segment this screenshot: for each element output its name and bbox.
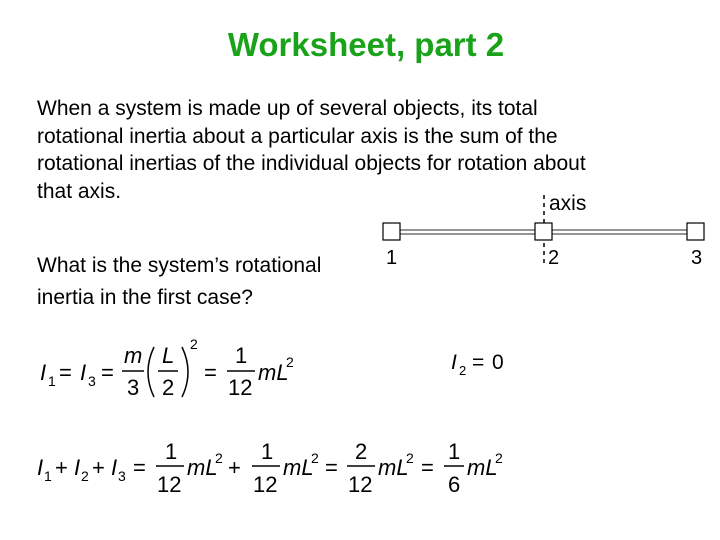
eq3-plus-a: + bbox=[55, 455, 68, 480]
axis-label: axis bbox=[549, 192, 587, 215]
eq1-left-paren bbox=[148, 347, 154, 397]
equation-3 bbox=[34, 435, 514, 499]
eq3-i1: I bbox=[37, 455, 44, 480]
eq3-plus-c: + bbox=[228, 455, 241, 480]
eq3-term2-power: 2 bbox=[311, 450, 319, 466]
equation-2 bbox=[448, 348, 518, 380]
eq1-frac2-den: 2 bbox=[162, 375, 175, 400]
eq2-i2-sub: 2 bbox=[459, 363, 467, 378]
eq3-frac2-num: 1 bbox=[261, 439, 274, 464]
eq3-equals-b: = bbox=[325, 455, 338, 480]
question-line: What is the system’s rotational bbox=[37, 254, 322, 277]
mass-label-2: 2 bbox=[548, 247, 560, 269]
eq1-frac3-num: 1 bbox=[235, 343, 248, 368]
eq1-frac3-den: 12 bbox=[228, 375, 253, 400]
eq3-frac3-den: 12 bbox=[348, 472, 373, 497]
worksheet-title: Worksheet, part 2 bbox=[227, 26, 505, 63]
eq3-term3-power: 2 bbox=[406, 450, 414, 466]
eq2-i2: I bbox=[451, 351, 457, 374]
intro-line: rotational inertias of the individual objects for rotation about bbox=[37, 152, 586, 175]
eq1-term: mL bbox=[258, 360, 289, 385]
eq1-frac1-num: m bbox=[124, 343, 143, 368]
eq3-frac1-den: 12 bbox=[157, 472, 182, 497]
eq3-i3: I bbox=[111, 455, 118, 480]
intro-paragraph bbox=[37, 95, 677, 205]
eq3-term4: mL bbox=[467, 455, 498, 480]
eq1-right-paren bbox=[182, 347, 188, 397]
intro-line: that axis. bbox=[37, 179, 122, 203]
eq3-i2: I bbox=[74, 455, 81, 480]
eq1-term-power: 2 bbox=[286, 354, 294, 370]
question-line: inertia in the first case? bbox=[37, 286, 253, 309]
mass-2-box bbox=[535, 223, 552, 240]
eq3-frac4-num: 1 bbox=[448, 439, 461, 464]
eq3-term1: mL bbox=[187, 455, 218, 480]
mass-1-box bbox=[383, 223, 400, 240]
eq3-term1-power: 2 bbox=[215, 450, 223, 466]
eq3-i2-sub: 2 bbox=[81, 468, 89, 484]
eq1-i3: I bbox=[80, 360, 87, 385]
eq1-i3-sub: 3 bbox=[88, 373, 96, 389]
equation-1 bbox=[36, 335, 326, 405]
question-text bbox=[37, 250, 377, 314]
eq1-i1: I bbox=[40, 360, 47, 385]
rod-diagram bbox=[376, 190, 711, 275]
eq1-power: 2 bbox=[190, 336, 198, 352]
eq1-equals-a: = bbox=[59, 360, 72, 385]
eq1-i1-sub: 1 bbox=[48, 373, 56, 389]
eq3-term3: mL bbox=[378, 455, 409, 480]
eq2-rhs: 0 bbox=[492, 351, 504, 374]
eq3-frac1-num: 1 bbox=[165, 439, 178, 464]
mass-3-box bbox=[687, 223, 704, 240]
eq3-equals-c: = bbox=[421, 455, 434, 480]
eq3-frac4-den: 6 bbox=[448, 472, 461, 497]
intro-line: When a system is made up of several objects, its total bbox=[37, 97, 538, 120]
eq3-i3-sub: 3 bbox=[118, 468, 126, 484]
eq1-frac1-den: 3 bbox=[127, 375, 140, 400]
eq1-equals-c: = bbox=[204, 360, 217, 385]
eq2-equals: = bbox=[472, 351, 485, 374]
intro-line: rotational inertia about a particular axis is the sum of the bbox=[37, 124, 558, 148]
mass-label-1: 1 bbox=[386, 247, 398, 269]
eq1-frac2-num: L bbox=[162, 343, 175, 368]
eq3-equals-a: = bbox=[133, 455, 146, 480]
eq3-frac3-num: 2 bbox=[355, 439, 368, 464]
eq3-frac2-den: 12 bbox=[253, 472, 278, 497]
eq3-plus-b: + bbox=[92, 455, 105, 480]
eq3-term2: mL bbox=[283, 455, 314, 480]
mass-label-3: 3 bbox=[691, 247, 703, 269]
eq3-i1-sub: 1 bbox=[44, 468, 52, 484]
eq1-equals-b: = bbox=[101, 360, 114, 385]
eq3-term4-power: 2 bbox=[495, 450, 503, 466]
